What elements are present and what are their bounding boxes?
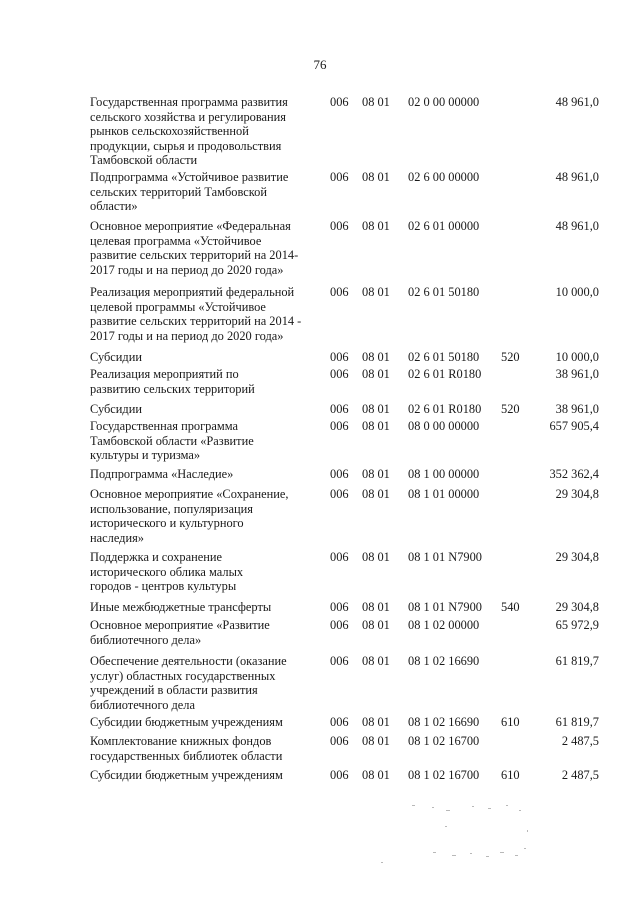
section-code: 08 01 [362,550,390,564]
row-name-line: исторического и культурного [90,516,244,531]
ministry-code: 006 [330,170,349,184]
section-code: 08 01 [362,367,390,381]
ministry-code: 006 [330,734,349,748]
row-name-line: области» [90,199,138,214]
section-code: 08 01 [362,219,390,233]
ministry-code: 006 [330,618,349,632]
amount: 65 972,9 [555,618,599,632]
row-name-line: Государственная программа [90,419,238,433]
row-name-line: Субсидии бюджетным учреждениям [90,715,283,729]
row-name-line: Субсидии [90,350,142,364]
article-code: 08 0 00 00000 [408,419,480,433]
expense-type-code: 520 [501,350,520,364]
row-name-line: Обеспечение деятельности (оказание [90,654,287,668]
section-code: 08 01 [362,402,390,416]
ministry-code: 006 [330,219,349,233]
row-name-line: Субсидии [90,402,142,416]
row-name-line: Субсидии бюджетным учреждениям [90,768,283,782]
ministry-code: 006 [330,419,349,433]
row-name-line: 2017 годы и на период до 2020 года» [90,262,284,277]
row-name-line: использование, популяризация [90,501,253,516]
article-code: 08 1 02 16690 [408,654,480,668]
ministry-code: 006 [330,367,349,381]
row-name-line: развитие сельских территорий на 2014 - [90,314,302,329]
row-name-line: Тамбовской области «Развитие [90,433,254,448]
row-name-line: Реализация мероприятий по [90,367,239,381]
ministry-code: 006 [330,715,349,729]
expense-type-code: 610 [501,768,520,782]
article-code: 08 1 01 00000 [408,487,480,501]
amount: 10 000,0 [555,350,599,364]
article-code: 08 1 01 N7900 [408,600,482,614]
ministry-code: 006 [330,467,349,481]
section-code: 08 01 [362,285,390,299]
expense-type-code: 520 [501,402,520,416]
row-name-line: продукции, сырья и продовольствия [90,138,282,153]
amount: 29 304,8 [555,600,599,614]
row-name-line: Основное мероприятие «Федеральная [90,219,291,233]
article-code: 08 1 02 16700 [408,768,480,782]
article-code: 02 6 01 50180 [408,285,480,299]
row-name-line: библиотечного дела [90,697,195,712]
page-number: 76 [313,57,327,72]
row-name-line: развитие сельских территорий на 2014- [90,248,299,263]
article-code: 08 1 02 16700 [408,734,480,748]
article-code: 08 1 02 00000 [408,618,480,632]
amount: 2 487,5 [561,734,599,748]
amount: 2 487,5 [561,768,599,782]
row-name-line: исторического облика малых [90,564,244,579]
amount: 29 304,8 [555,487,599,501]
amount: 48 961,0 [555,170,599,184]
row-name-line: рынков сельскохозяйственной [90,124,249,139]
row-name-line: Основное мероприятие «Сохранение, [90,487,289,501]
row-name-line: Подпрограмма «Наследие» [90,467,234,481]
section-code: 08 01 [362,715,390,729]
row-name-line: сельского хозяйства и регулирования [90,109,286,124]
amount: 352 362,4 [549,467,599,481]
row-name-line: Основное мероприятие «Развитие [90,618,270,632]
row-name-line: учреждений в области развития [90,683,258,698]
row-name-line: Поддержка и сохранение [90,550,222,564]
section-code: 08 01 [362,487,390,501]
article-code: 02 6 01 R0180 [408,367,482,381]
amount: 38 961,0 [555,367,599,381]
amount: 29 304,8 [555,550,599,564]
amount: 657 905,4 [549,419,599,433]
row-name-line: сельских территорий Тамбовской [90,184,267,199]
ministry-code: 006 [330,768,349,782]
row-name-line: Подпрограмма «Устойчивое развитие [90,170,289,184]
row-name-line: Государственная программа развития [90,95,288,109]
row-name-line: библиотечного дела» [90,632,202,647]
amount: 61 819,7 [555,715,599,729]
section-code: 08 01 [362,654,390,668]
row-name-line: Комплектование книжных фондов [90,734,272,748]
ministry-code: 006 [330,487,349,501]
article-code: 08 1 01 N7900 [408,550,482,564]
section-code: 08 01 [362,95,390,109]
row-name-line: Иные межбюджетные трансферты [90,600,272,614]
ministry-code: 006 [330,402,349,416]
row-name-line: услуг) областных государственных [90,668,276,683]
amount: 48 961,0 [555,95,599,109]
section-code: 08 01 [362,419,390,433]
article-code: 08 1 02 16690 [408,715,480,729]
ministry-code: 006 [330,95,349,109]
expense-type-code: 610 [501,715,520,729]
row-name-line: наследия» [90,530,144,545]
amount: 61 819,7 [555,654,599,668]
article-code: 08 1 00 00000 [408,467,480,481]
ministry-code: 006 [330,550,349,564]
row-name-line: Тамбовской области [90,153,198,168]
row-name-line: целевой программы «Устойчивое [90,299,266,314]
article-code: 02 0 00 00000 [408,95,480,109]
row-name-line: городов - центров культуры [90,579,237,594]
ministry-code: 006 [330,600,349,614]
amount: 38 961,0 [555,402,599,416]
section-code: 08 01 [362,600,390,614]
amount: 48 961,0 [555,219,599,233]
section-code: 08 01 [362,618,390,632]
article-code: 02 6 01 R0180 [408,402,482,416]
article-code: 02 6 01 50180 [408,350,480,364]
ministry-code: 006 [330,285,349,299]
row-name-line: культуры и туризма» [90,448,201,463]
ministry-code: 006 [330,350,349,364]
row-name-line: целевая программа «Устойчивое [90,233,262,248]
amount: 10 000,0 [555,285,599,299]
row-name-line: государственных библиотек области [90,748,283,763]
section-code: 08 01 [362,768,390,782]
row-name-line: Реализация мероприятий федеральной [90,285,295,299]
section-code: 08 01 [362,467,390,481]
section-code: 08 01 [362,734,390,748]
article-code: 02 6 00 00000 [408,170,480,184]
expense-type-code: 540 [501,600,520,614]
row-name-line: 2017 годы и на период до 2020 года» [90,328,284,343]
article-code: 02 6 01 00000 [408,219,480,233]
section-code: 08 01 [362,170,390,184]
row-name-line: развитию сельских территорий [90,381,255,396]
ministry-code: 006 [330,654,349,668]
section-code: 08 01 [362,350,390,364]
